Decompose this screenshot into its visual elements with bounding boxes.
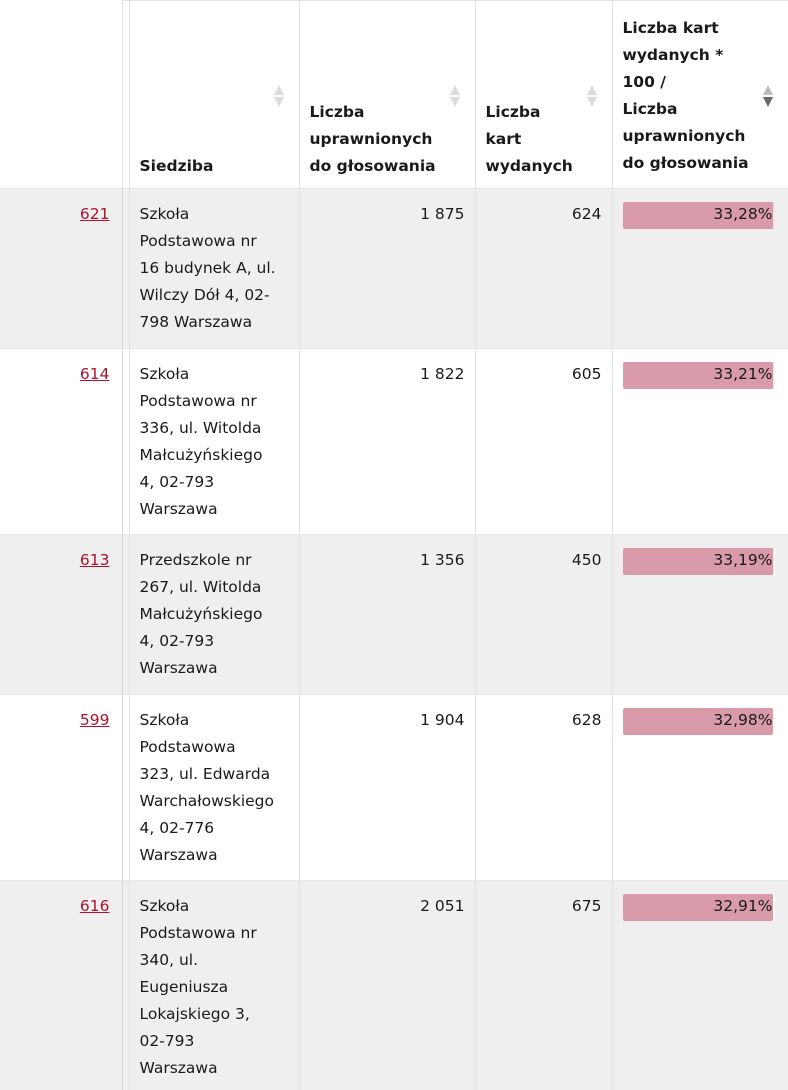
address-line: 336, ul. Witolda [140, 415, 289, 442]
sort-desc-icon[interactable] [763, 85, 774, 107]
table-row [0, 695, 788, 881]
address-line: Warszawa [140, 655, 289, 682]
turnout-ratio-cell [612, 189, 788, 349]
turnout-bar [623, 707, 775, 733]
turnout-ratio-value: 32,98% [713, 707, 772, 734]
header-cards-issued[interactable] [475, 1, 612, 189]
address-line: 4, 02-793 [140, 469, 289, 496]
table-row [0, 881, 788, 1090]
header-separator [122, 1, 129, 189]
address-line: Warszawa [140, 496, 289, 523]
cards-issued-cell: 605 [475, 349, 612, 535]
district-number-link[interactable]: 599 [80, 711, 110, 729]
address-line: Warchałowskiego [140, 788, 289, 815]
cards-issued-cell: 450 [475, 535, 612, 695]
sort-icon[interactable] [450, 85, 461, 107]
header-turnout-ratio[interactable] [612, 1, 788, 189]
cards-issued-cell: 624 [475, 189, 612, 349]
address-line: Lokajskiego 3, [140, 1001, 289, 1028]
table-row [0, 349, 788, 535]
eligible-voters-cell: 1 822 [299, 349, 475, 535]
eligible-voters-cell: 1 875 [299, 189, 475, 349]
address-line: Szkoła [140, 893, 289, 920]
address-line: Wilczy Dół 4, 02- [140, 282, 289, 309]
district-number-cell [0, 881, 122, 1090]
address-cell [129, 349, 299, 535]
address-line: 4, 02-776 [140, 815, 289, 842]
turnout-bar-tick [773, 548, 775, 575]
district-number-cell [0, 189, 122, 349]
turnout-bar-tick [773, 708, 775, 735]
turnout-ratio-cell [612, 349, 788, 535]
address-line: 16 budynek A, ul. [140, 255, 289, 282]
eligible-voters-cell: 1 356 [299, 535, 475, 695]
district-number-link[interactable]: 621 [80, 205, 110, 223]
turnout-bar-tick [773, 894, 775, 921]
address-line: Szkoła [140, 707, 289, 734]
header-cards-label: Liczba kart wydanych [486, 99, 612, 180]
address-line: Eugeniusza [140, 974, 289, 1001]
cards-issued-cell: 628 [475, 695, 612, 881]
address-line: Podstawowa nr [140, 388, 289, 415]
address-line: Małcużyńskiego [140, 442, 289, 469]
header-eligible-voters[interactable] [299, 1, 475, 189]
turnout-ratio-value: 32,91% [713, 893, 772, 920]
row-separator [122, 881, 129, 1090]
turnout-bar-tick [773, 362, 775, 389]
district-number-cell [0, 535, 122, 695]
row-separator [122, 695, 129, 881]
district-number-link[interactable]: 613 [80, 551, 110, 569]
eligible-voters-cell: 1 904 [299, 695, 475, 881]
address-line: Warszawa [140, 1055, 289, 1082]
district-number-cell [0, 695, 122, 881]
address-line: Podstawowa [140, 734, 289, 761]
header-eligible-label: Liczba uprawnionych do głosowania [310, 99, 475, 180]
district-number-cell [0, 349, 122, 535]
table-body [0, 189, 788, 1090]
eligible-voters-cell: 2 051 [299, 881, 475, 1090]
turnout-bar-tick [773, 202, 775, 229]
table-row [0, 189, 788, 349]
turnout-ratio-value: 33,21% [713, 361, 772, 388]
district-number-link[interactable]: 616 [80, 897, 110, 915]
address-line: Podstawowa nr [140, 228, 289, 255]
turnout-ratio-cell [612, 535, 788, 695]
address-line: 02-793 [140, 1028, 289, 1055]
address-cell [129, 881, 299, 1090]
turnout-ratio-cell [612, 881, 788, 1090]
table-row [0, 535, 788, 695]
address-line: 4, 02-793 [140, 628, 289, 655]
turnout-bar [623, 893, 775, 919]
table-header-row [0, 1, 788, 189]
row-separator [122, 535, 129, 695]
address-line: Szkoła [140, 201, 289, 228]
address-line: 340, ul. [140, 947, 289, 974]
address-line: 798 Warszawa [140, 309, 289, 336]
address-line: Przedszkole nr [140, 547, 289, 574]
address-line: Warszawa [140, 842, 289, 869]
turnout-ratio-value: 33,19% [713, 547, 772, 574]
turnout-ratio-cell [612, 695, 788, 881]
district-number-link[interactable]: 614 [80, 365, 110, 383]
address-cell [129, 535, 299, 695]
address-line: Podstawowa nr [140, 920, 289, 947]
turnout-bar [623, 547, 775, 573]
sort-icon[interactable] [587, 85, 598, 107]
turnout-bar [623, 201, 775, 227]
header-address[interactable]: Siedziba [129, 1, 299, 189]
cards-issued-cell: 675 [475, 881, 612, 1090]
sort-icon[interactable] [274, 85, 285, 107]
address-line: 323, ul. Edwarda [140, 761, 289, 788]
address-cell [129, 695, 299, 881]
row-separator [122, 189, 129, 349]
row-separator [122, 349, 129, 535]
turnout-bar [623, 361, 775, 387]
turnout-ratio-value: 33,28% [713, 201, 772, 228]
address-line: Szkoła [140, 361, 289, 388]
header-number [0, 1, 122, 189]
address-cell [129, 189, 299, 349]
address-line: 267, ul. Witolda [140, 574, 289, 601]
header-ratio-label: Liczba kart wydanych * 100 / Liczba uprawnionych do głosowania [623, 15, 788, 177]
address-line: Małcużyńskiego [140, 601, 289, 628]
